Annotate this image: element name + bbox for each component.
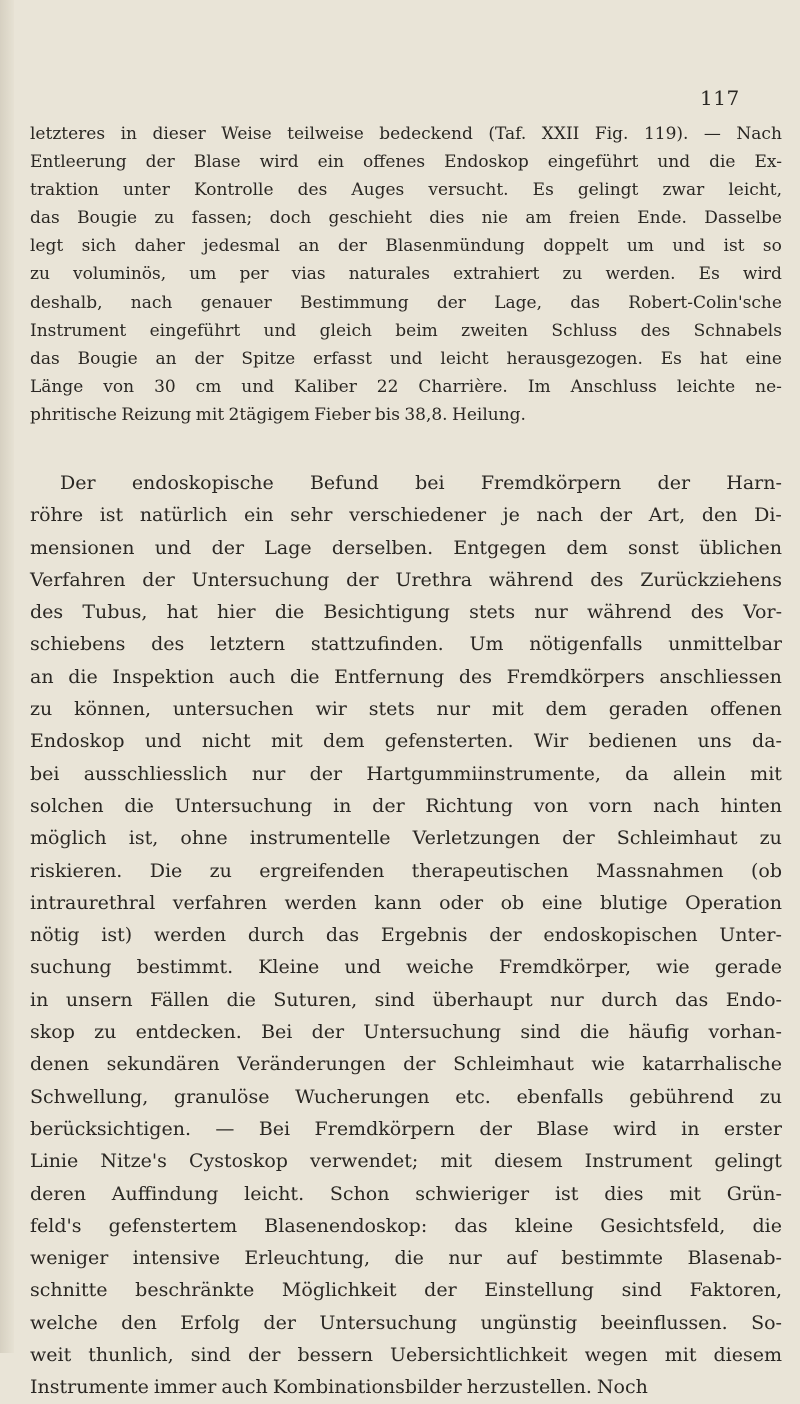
paragraph-endoscopic-findings <box>30 467 782 1404</box>
text-line: feld's gefenstertem Blasenendoskop: das kleine Gesichtsfeld, die <box>30 1214 782 1237</box>
text-line: skop zu entdecken. Bei der Untersuchung sind die häufig vorhan- <box>30 1021 782 1044</box>
page-number: 117 <box>700 86 740 110</box>
text-line: Endoskop und nicht mit dem gefensterten. Wir bedienen uns da- <box>30 730 782 753</box>
paragraph-case-report <box>30 120 782 429</box>
text-line: Schwellung, granulöse Wucherungen etc. ebenfalls gebührend zu <box>30 1085 782 1108</box>
text-line: weniger intensive Erleuchtung, die nur auf bestimmte Blasenab- <box>30 1247 782 1270</box>
text-line: Instrument eingeführt und gleich beim zweiten Schluss des Schnabels <box>30 320 782 341</box>
text-line: riskieren. Die zu ergreifenden therapeutischen Massnahmen (ob <box>30 859 782 882</box>
text-line: suchung bestimmt. Kleine und weiche Fremdkörper, wie gerade <box>30 956 782 979</box>
text-line: letzteres in dieser Weise teilweise bedeckend (Taf. XXII Fig. 119). — Nach <box>30 124 782 144</box>
text-line: weit thunlich, sind der bessern Uebersichtlichkeit wegen mit diesem <box>30 1344 782 1367</box>
text-line: mensionen und der Lage derselben. Entgegen dem sonst üblichen <box>30 536 782 559</box>
text-line: schnitte beschränkte Möglichkeit der Einstellung sind Faktoren, <box>30 1279 782 1302</box>
text-line: zu können, untersuchen wir stets nur mit dem geraden offenen <box>30 698 782 721</box>
text-line: möglich ist, ohne instrumentelle Verletzungen der Schleimhaut zu <box>30 827 782 850</box>
text-line: berücksichtigen. — Bei Fremdkörpern der Blase wird in erster <box>30 1117 782 1140</box>
text-line: deren Auffindung leicht. Schon schwieriger ist dies mit Grün- <box>30 1182 782 1205</box>
text-line: traktion unter Kontrolle des Auges versucht. Es gelingt zwar leicht, <box>30 180 782 201</box>
text-line: Verfahren der Untersuchung der Urethra während des Zurückziehens <box>30 568 782 591</box>
text-line: das Bougie an der Spitze erfasst und leicht herausgezogen. Es hat eine <box>30 348 782 369</box>
text-line: bei ausschliesslich nur der Hartgummiinstrumente, da allein mit <box>30 762 782 785</box>
text-line: Instrumente immer auch Kombinationsbilder herzustellen. Noch <box>30 1376 648 1399</box>
text-line: röhre ist natürlich ein sehr verschiedener je nach der Art, den Di- <box>30 504 782 527</box>
text-line: das Bougie zu fassen; doch geschieht dies nie am freien Ende. Dasselbe <box>30 208 782 229</box>
text-line: in unsern Fällen die Suturen, sind überhaupt nur durch das Endo- <box>30 988 782 1011</box>
page-gutter-shadow <box>0 0 14 1353</box>
text-line: Linie Nitze's Cystoskop verwendet; mit diesem Instrument gelingt <box>30 1150 782 1173</box>
text-line: phritische Reizung mit 2tägigem Fieber bis 38,8. Heilung. <box>30 404 526 425</box>
text-line: Entleerung der Blase wird ein offenes Endoskop eingeführt und die Ex- <box>30 152 782 173</box>
text-line: welche den Erfolg der Untersuchung ungünstig beeinflussen. So- <box>30 1311 782 1334</box>
text-line: Länge von 30 cm und Kaliber 22 Charrière. Im Anschluss leichte ne- <box>30 376 782 397</box>
text-line: zu voluminös, um per vias naturales extrahiert zu werden. Es wird <box>30 264 782 285</box>
text-line: intraurethral verfahren werden kann oder ob eine blutige Operation <box>30 891 782 914</box>
text-line: legt sich daher jedesmal an der Blasenmündung doppelt um und ist so <box>30 236 782 257</box>
text-line: an die Inspektion auch die Entfernung des Fremdkörpers anschliessen <box>30 665 782 688</box>
text-line: denen sekundären Veränderungen der Schleimhaut wie katarrhalische <box>30 1053 782 1076</box>
text-line: Der endoskopische Befund bei Fremdkörpern der Harn- <box>60 472 782 494</box>
text-line: schiebens des letztern stattzufinden. Um nötigenfalls unmittelbar <box>30 633 782 656</box>
text-line: nötig ist) werden durch das Ergebnis der endoskopischen Unter- <box>30 924 782 947</box>
text-line: solchen die Untersuchung in der Richtung von vorn nach hinten <box>30 794 782 817</box>
text-line: des Tubus, hat hier die Besichtigung stets nur während des Vor- <box>30 601 782 624</box>
text-line: deshalb, nach genauer Bestimmung der Lage, das Robert-Colin'sche <box>30 292 782 313</box>
